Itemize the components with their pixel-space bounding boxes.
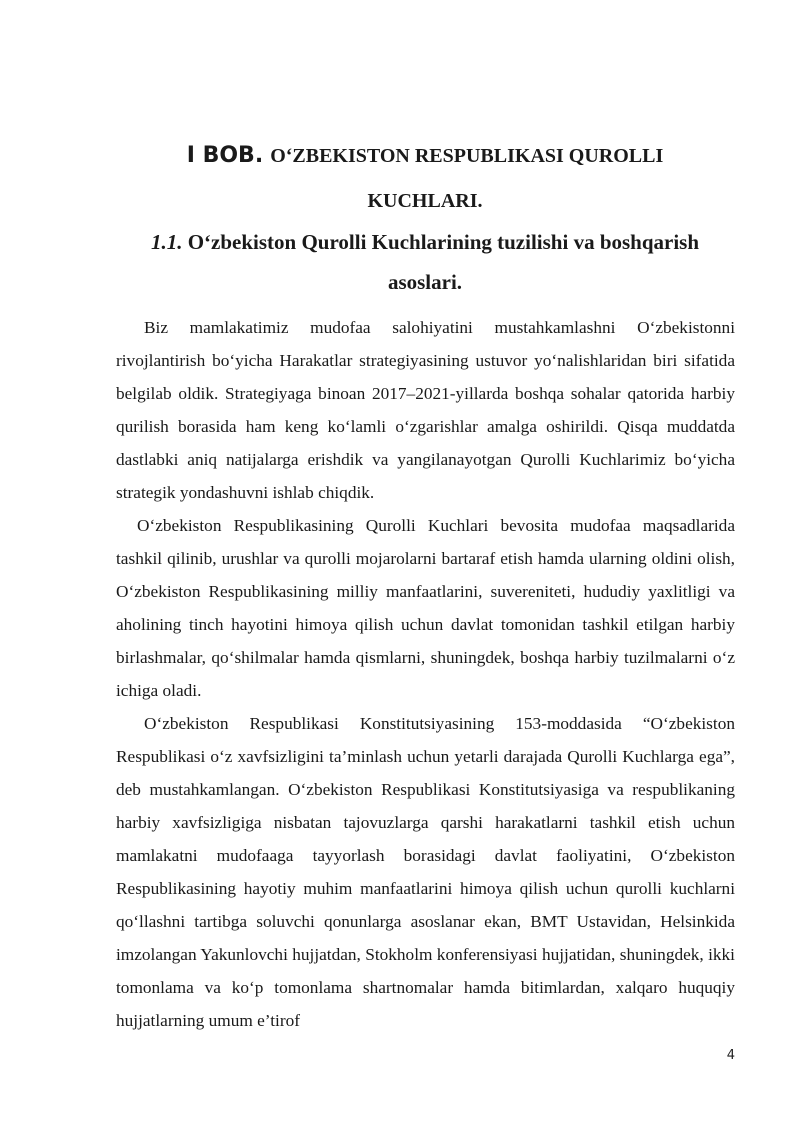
paragraph: O‘zbekiston Respublikasi Konstitutsiyasining 153-moddasida “O‘zbekiston Respublikasi o‘z xavfsizligini ta’minlash uchun yetarli darajada Qurolli Kuchlarga ega”, deb mustahkamlangan. O‘zbekiston Respublikasi Konstitutsiyasiga va respublikaning harbiy xavfsizligiga nisbatan tajovuzlarga qarshi harakatlarni tashkil etish uchun mamlakatni mudofaaga tayyorlash borasidagi davlat faoliyatini, O‘zbekiston Respublikasining hayotiy muhim manfaatlarini himoya qilish uchun qurolli kuchlarni qo‘llashni tartibga soluvchi qonunlarga asoslanar ekan, BMT Ustavidan, Helsinkida imzolangan Yakunlovchi hujjatdan, Stokholm konferensiyasi hujjatidan, shuningdek, ikki tomonlama va ko‘p tomonlama shartnomalar hamda bitimlardan, xalqaro huquqiy hujjatlarning umum e’tirof	[116, 714, 735, 1030]
page-number: 4	[726, 1048, 735, 1063]
chapter-title-line1: O‘ZBEKISTON RESPUBLIKASI QUROLLI	[270, 145, 664, 167]
chapter-heading	[116, 133, 734, 224]
body-text	[116, 311, 735, 1037]
paragraph: O‘zbekiston Respublikasining Qurolli Kuchlari bevosita mudofaa maqsadlarida tashkil qilinib, urushlar va qurolli mojarolarni bartaraf etish hamda ularning oldini olish, O‘zbekiston Respublikasining milliy manfaatlarini, suvereniteti, hududiy yaxlitligi va aholining tinch hayotini himoya qilish uchun davlat tomonidan tashkil etilgan harbiy birlashmalar, qo‘shilmalar hamda qismlarni, shuningdek, boshqa harbiy tuzilmalarni o‘z ichiga oladi.	[116, 516, 735, 700]
section-title: O‘zbekiston Qurolli Kuchlarining tuzilishi va boshqarish asoslari.	[187, 230, 700, 294]
paragraph: Biz mamlakatimiz mudofaa salohiyatini mustahkamlashni O‘zbekistonni rivojlantirish bo‘yicha Harakatlar strategiyasining ustuvor yo‘nalishlaridan biri sifatida belgilab oldik. Strategiyaga binoan 2017–2021-yillarda boshqa sohalar qatorida harbiy qurilish borasida ham keng ko‘lamli o‘zgarishlar amalga oshirildi. Qisqa muddatda dastlabki aniq natijalarga erishdik va yangilanayotgan Qurolli Kuchlarimiz bo‘yicha strategik yondashuvni ishlab chiqdik.	[116, 318, 735, 502]
chapter-title-line2: KUCHLARI.	[367, 190, 483, 212]
chapter-label: I BOB.	[186, 143, 264, 168]
section-heading	[116, 222, 734, 302]
section-number: 1.1.	[150, 230, 183, 254]
